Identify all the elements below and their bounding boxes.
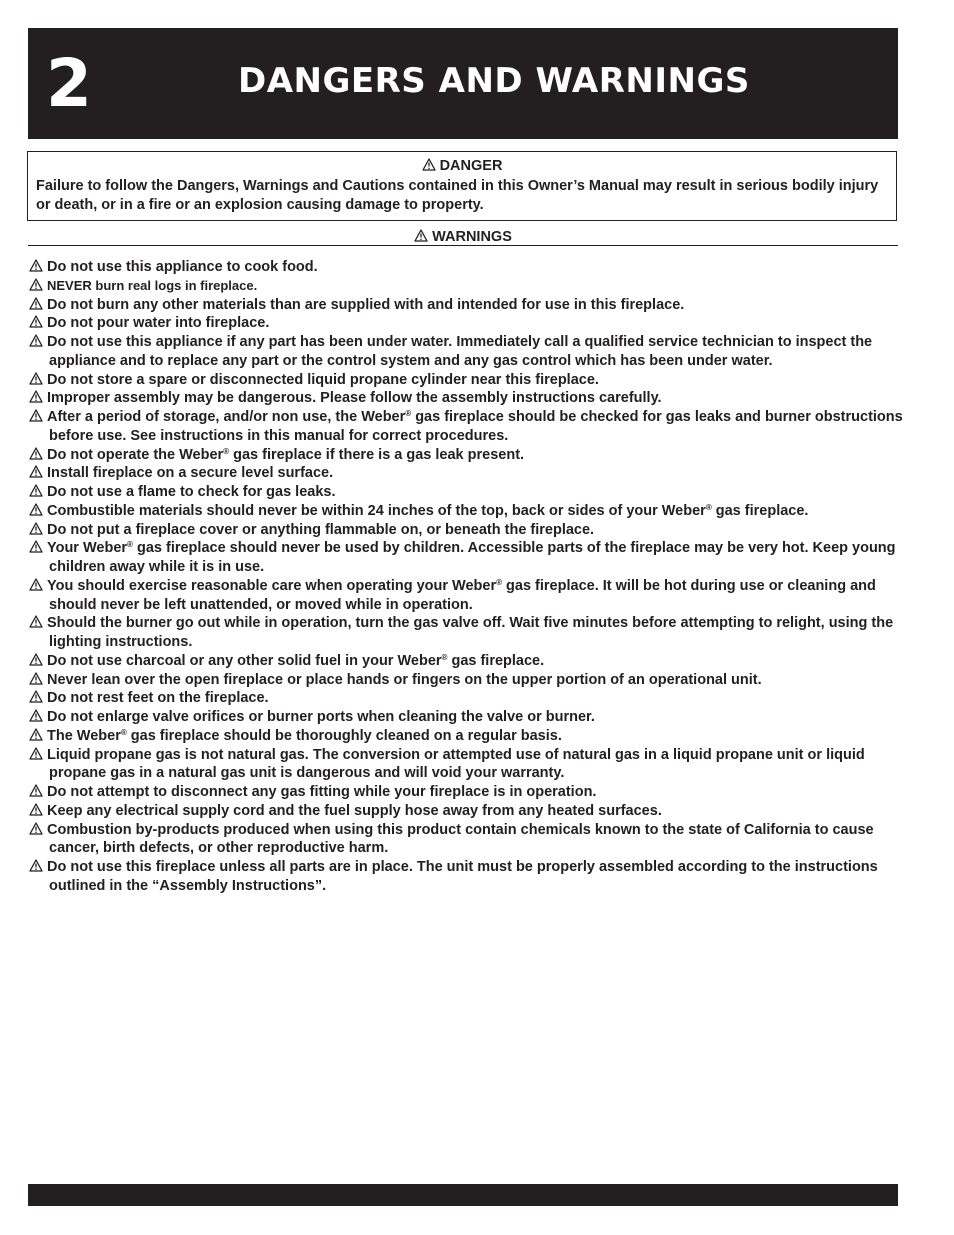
warning-item bbox=[29, 258, 904, 277]
warning-item bbox=[29, 708, 904, 727]
warning-triangle-icon bbox=[29, 803, 43, 816]
footer-bar bbox=[28, 1184, 898, 1206]
chapter-header bbox=[28, 28, 898, 139]
warning-item bbox=[29, 296, 904, 315]
warning-item bbox=[29, 614, 904, 652]
warning-item bbox=[29, 314, 904, 333]
warning-text: Liquid propane gas is not natural gas. The conversion or attempted use of natural gas in a liquid propane unit or liquid propane gas in a natural gas unit is dangerous and will void your warranty. bbox=[47, 746, 865, 782]
warning-item bbox=[29, 802, 904, 821]
registered-mark: ® bbox=[405, 409, 412, 418]
warning-triangle-icon bbox=[29, 615, 43, 628]
warning-triangle-icon bbox=[29, 784, 43, 797]
warning-text: Should the burner go out while in operation, turn the gas valve off. Wait five minutes before attempting to relight, using the lighting instructions. bbox=[47, 615, 894, 650]
warning-item bbox=[29, 446, 904, 465]
warning-item bbox=[29, 539, 904, 577]
warning-text: Do not operate the Weber bbox=[47, 446, 224, 463]
warning-triangle-icon bbox=[29, 503, 43, 516]
warning-item bbox=[29, 483, 904, 502]
warning-text: gas fireplace should be thoroughly cleaned on a regular basis. bbox=[126, 727, 562, 744]
warning-text: gas fireplace. bbox=[447, 652, 545, 669]
danger-box bbox=[27, 151, 897, 221]
warning-text: After a period of storage, and/or non use, the Weber bbox=[47, 409, 406, 425]
registered-mark: ® bbox=[496, 577, 503, 587]
warning-triangle-icon bbox=[29, 372, 43, 385]
warning-triangle-icon bbox=[29, 259, 43, 272]
warning-text: Do not use this fireplace unless all parts are in place. The unit must be properly assembled according to the instructions outlined in the “Assembly Instructions”. bbox=[47, 859, 878, 894]
warning-text: Do not enlarge valve orifices or burner ports when cleaning the valve or burner. bbox=[47, 709, 595, 725]
warning-text: Do not use this appliance to cook food. bbox=[47, 259, 318, 275]
warning-text: gas fireplace. bbox=[711, 502, 809, 519]
warning-text: gas fireplace if there is a gas leak present. bbox=[229, 446, 525, 463]
warning-triangle-icon bbox=[29, 672, 43, 685]
danger-text: Failure to follow the Dangers, Warnings and Cautions contained in this Owner’s Manual may result in serious bodily injury or death, or in a fire or an explosion causing damage to property. bbox=[36, 178, 879, 213]
warnings-heading bbox=[28, 229, 898, 246]
warning-triangle-icon bbox=[29, 334, 43, 347]
warning-triangle-icon bbox=[29, 390, 43, 403]
warning-text: Combustible materials should never be within 24 inches of the top, back or sides of your Weber bbox=[47, 502, 706, 519]
registered-mark: ® bbox=[223, 446, 230, 456]
warning-text: gas fireplace should never be used by children. Accessible parts of the fireplace may be very hot. Keep young children away while it is in use. bbox=[49, 540, 896, 575]
warning-text: Do not use charcoal or any other solid fuel in your Weber bbox=[47, 652, 442, 669]
warning-item bbox=[29, 333, 904, 371]
warning-item bbox=[29, 277, 904, 296]
warning-item bbox=[29, 652, 904, 671]
warning-item bbox=[29, 464, 904, 483]
registered-mark: ® bbox=[441, 652, 448, 662]
warning-text: gas fireplace should be checked for gas leaks and burner obstructions before use. See instructions in this manual for correct procedures. bbox=[49, 409, 903, 444]
warning-item bbox=[29, 821, 904, 859]
warning-triangle-icon bbox=[29, 859, 43, 872]
warning-triangle-icon bbox=[29, 728, 43, 741]
warning-item bbox=[29, 689, 904, 708]
warning-item bbox=[29, 389, 904, 408]
warning-text: Keep any electrical supply cord and the fuel supply hose away from any heated surfaces. bbox=[47, 802, 662, 819]
warning-triangle-icon bbox=[29, 653, 43, 666]
warning-text: Do not use this appliance if any part has been under water. Immediately call a qualified service technician to inspect the appliance and to replace any part or the control system and any gas control which has been under water. bbox=[47, 334, 873, 369]
warnings-title: WARNINGS bbox=[432, 229, 512, 245]
warning-item bbox=[29, 727, 904, 746]
warning-item bbox=[29, 408, 904, 446]
warning-item bbox=[29, 671, 904, 690]
warning-text: Do not put a fireplace cover or anything flammable on, or beneath the fireplace. bbox=[47, 521, 595, 538]
warning-triangle-icon bbox=[29, 315, 43, 328]
warning-triangle-icon bbox=[29, 522, 43, 535]
warning-triangle-icon bbox=[29, 409, 43, 422]
warning-triangle-icon bbox=[29, 297, 43, 310]
warning-text: Install fireplace on a secure level surface. bbox=[47, 465, 334, 482]
warning-item bbox=[29, 502, 904, 521]
warning-triangle-icon bbox=[29, 447, 43, 460]
warning-triangle-icon bbox=[29, 465, 43, 478]
warning-triangle-icon bbox=[29, 540, 43, 553]
warning-text: Do not store a spare or disconnected liquid propane cylinder near this fireplace. bbox=[47, 371, 599, 388]
warning-triangle-icon bbox=[29, 278, 43, 291]
warning-item bbox=[29, 783, 904, 802]
danger-heading bbox=[28, 158, 896, 175]
registered-mark: ® bbox=[120, 727, 127, 737]
warning-item bbox=[29, 371, 904, 390]
warning-text: The Weber bbox=[47, 727, 121, 744]
warning-item bbox=[29, 746, 904, 784]
warning-triangle-icon bbox=[422, 158, 436, 171]
warning-text: Combustion by-products produced when using this product contain chemicals known to the state of California to cause cancer, birth defects, or other reproductive harm. bbox=[47, 821, 874, 857]
warning-text: Do not burn any other materials than are supplied with and intended for use in this fireplace. bbox=[47, 296, 685, 313]
warning-item bbox=[29, 577, 904, 615]
warning-text: NEVER burn real logs in fireplace. bbox=[47, 277, 258, 293]
registered-mark: ® bbox=[705, 502, 712, 512]
warning-text: Do not rest feet on the fireplace. bbox=[47, 690, 269, 707]
warning-text: Do not attempt to disconnect any gas fitting while your fireplace is in operation. bbox=[47, 784, 597, 800]
warning-text: gas fireplace. It will be hot during use or cleaning and should never be left unattended, or moved while in operation. bbox=[49, 577, 876, 613]
warning-item bbox=[29, 858, 904, 896]
warning-triangle-icon bbox=[29, 709, 43, 722]
warning-text: Do not use a flame to check for gas leaks. bbox=[47, 484, 336, 500]
warning-text: Never lean over the open fireplace or place hands or fingers on the upper portion of an operational unit. bbox=[47, 671, 762, 688]
warning-item bbox=[29, 521, 904, 540]
warning-text: Improper assembly may be dangerous. Please follow the assembly instructions carefully. bbox=[47, 390, 662, 407]
chapter-number: 2 bbox=[46, 45, 91, 122]
warning-triangle-icon bbox=[29, 747, 43, 760]
warning-triangle-icon bbox=[29, 484, 43, 497]
registered-mark: ® bbox=[127, 540, 133, 550]
warning-text: You should exercise reasonable care when operating your Weber bbox=[47, 577, 497, 594]
warnings-list bbox=[29, 258, 904, 896]
warning-triangle-icon bbox=[29, 578, 43, 591]
warning-text: Your Weber bbox=[47, 540, 128, 557]
danger-title: DANGER bbox=[439, 158, 503, 174]
warning-triangle-icon bbox=[414, 229, 428, 242]
warning-text: Do not pour water into fireplace. bbox=[47, 315, 270, 332]
warning-triangle-icon bbox=[29, 822, 43, 835]
page-title: DANGERS AND WARNINGS bbox=[238, 61, 750, 101]
warning-triangle-icon bbox=[29, 690, 43, 703]
